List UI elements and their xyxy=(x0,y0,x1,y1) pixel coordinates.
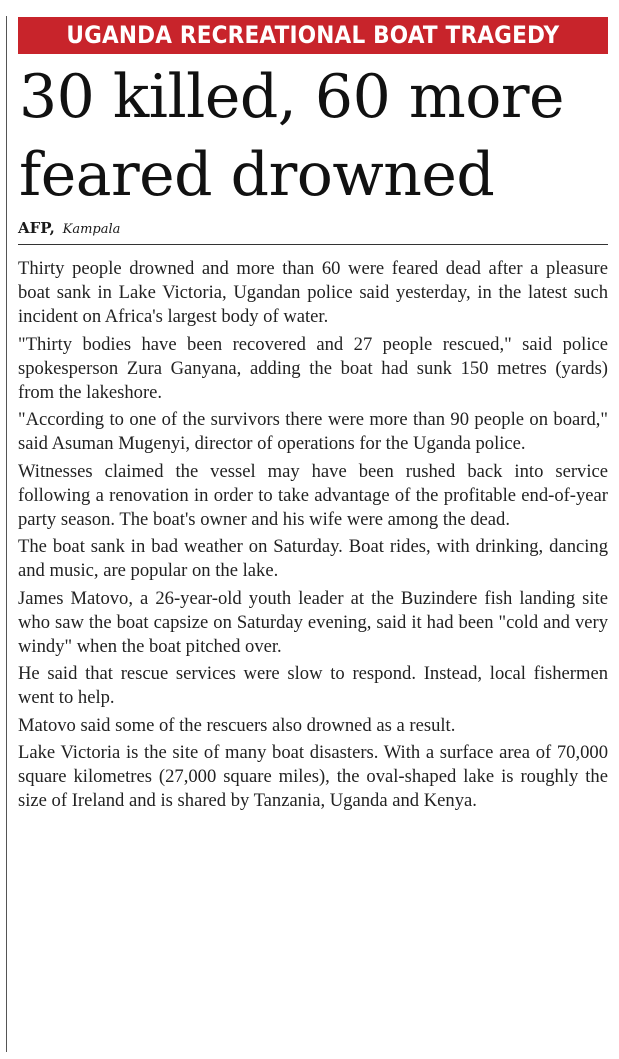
byline-agency: AFP, xyxy=(18,219,55,237)
article-body xyxy=(18,257,608,813)
paragraph: He said that rescue services were slow to respond. Instead, local fishermen went to help. xyxy=(18,663,608,709)
kicker-text: UGANDA RECREATIONAL BOAT TRAGEDY xyxy=(66,21,560,49)
byline xyxy=(18,218,608,245)
byline-place: Kampala xyxy=(62,222,121,237)
paragraph: "Thirty bodies have been recovered and 27 people rescued," said police spokesperson Zura Ganyana, adding the boat had sunk 150 metres (yards) from the lakeshore. xyxy=(18,333,608,404)
kicker-banner xyxy=(18,17,608,54)
paragraph: The boat sank in bad weather on Saturday. Boat rides, with drinking, dancing and music, are popular on the lake. xyxy=(18,536,608,582)
news-article xyxy=(18,17,608,816)
headline-line-2: feared drowned xyxy=(19,140,495,210)
paragraph: Witnesses claimed the vessel may have been rushed back into service following a renovation in order to take advantage of the profitable end-of-year party season. The boat's owner and his wife were among the dead. xyxy=(18,460,608,531)
paragraph: Thirty people drowned and more than 60 were feared dead after a pleasure boat sank in Lake Victoria, Ugandan police said yesterday, in the latest such incident on Africa's largest body of water. xyxy=(18,258,608,328)
headline xyxy=(19,58,608,214)
paragraph: "According to one of the survivors there were more than 90 people on board," said Asuman Mugenyi, director of operations for the Uganda police. xyxy=(18,409,608,455)
paragraph: Matovo said some of the rescuers also drowned as a result. xyxy=(18,714,456,736)
headline-line-1: 30 killed, 60 more xyxy=(19,62,565,132)
paragraph: Lake Victoria is the site of many boat disasters. With a surface area of 70,000 square kilometres (27,000 square miles), the oval-shaped lake is roughly the size of Ireland and is shared by Tanzania, Uganda and Kenya. xyxy=(18,741,608,812)
column-rule xyxy=(6,16,7,1052)
paragraph: James Matovo, a 26-year-old youth leader at the Buzindere fish landing site who saw the boat capsize on Saturday evening, said it had been "cold and very windy" when the boat pitched over. xyxy=(18,587,608,658)
